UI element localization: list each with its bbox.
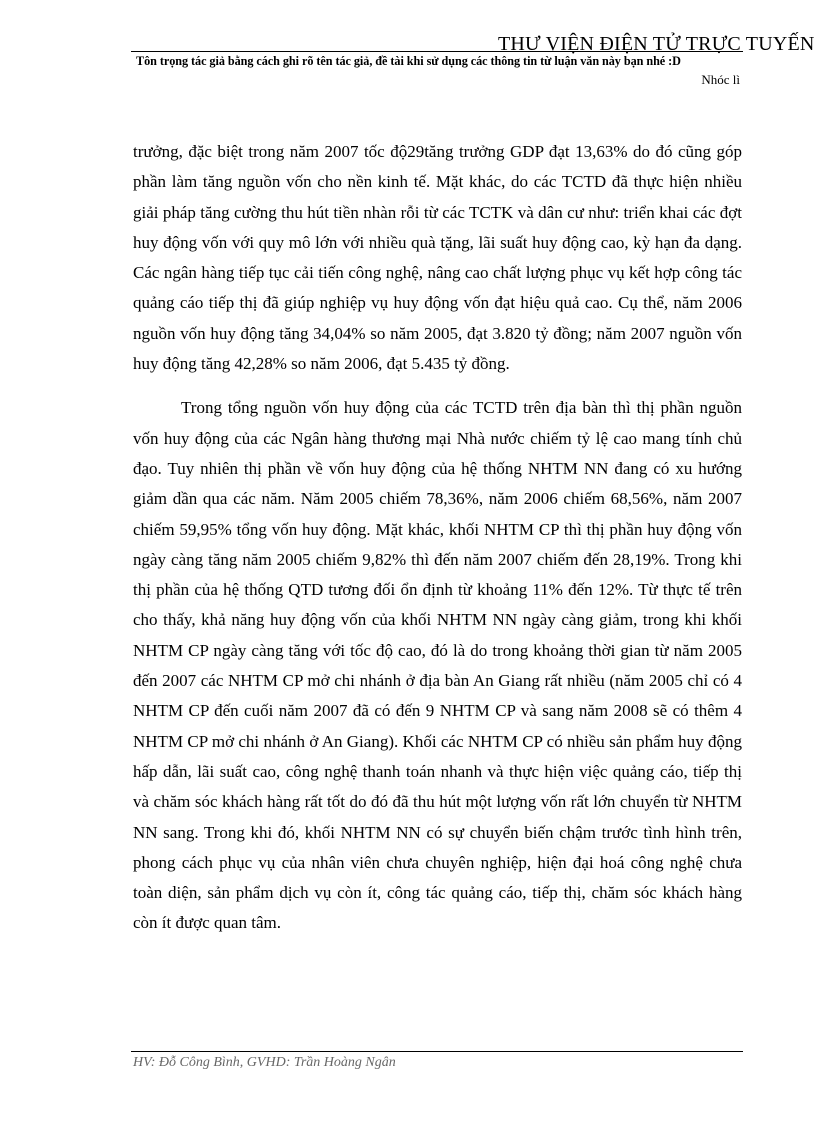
header-note: Tôn trọng tác giả bằng cách ghi rõ tên tác giả, đề tài khi sử dụng các thông tin từ luận văn này bạn nhé :D — [136, 54, 681, 68]
header-divider — [131, 51, 743, 52]
footer-note: HV: Đỗ Công Bình, GVHD: Trần Hoàng Ngân — [133, 1055, 396, 1070]
body-text — [133, 137, 742, 953]
site-title: THƯ VIỆN ĐIỆN TỬ TRỰC TUYẾN — [498, 33, 815, 55]
header-author-tag: Nhóc lì — [701, 72, 740, 87]
body-paragraph-1: trưởng, đặc biệt trong năm 2007 tốc độ29tăng trưởng GDP đạt 13,63% do đó cũng góp phần làm tăng nguồn vốn cho nền kinh tế. Mặt khác, do các TCTD đã thực hiện nhiều giải pháp tăng cường thu hút tiền nhàn rỗi từ các TCTK và dân cư như: triển khai các đợt huy động vốn với quy mô lớn với nhiều quà tặng, lãi suất huy động cao, kỳ hạn đa dạng. Các ngân hàng tiếp tục cải tiến công nghệ, nâng cao chất lượng phục vụ kết hợp công tác quảng cáo tiếp thị đã giúp nghiệp vụ huy động vốn đạt hiệu quả cao. Cụ thể, năm 2006 nguồn vốn huy động tăng 34,04% so năm 2005, đạt 3.820 tỷ đồng; năm 2007 nguồn vốn huy động tăng 42,28% so năm 2006, đạt 5.435 tỷ đồng. — [133, 142, 742, 374]
body-paragraph-2: Trong tổng nguồn vốn huy động của các TCTD trên địa bàn thì thị phần nguồn vốn huy động của các Ngân hàng thương mại Nhà nước chiếm tỷ lệ cao mang tính chủ đạo. Tuy nhiên thị phần về vốn huy động của hệ thống NHTM NN đang có xu hướng giảm dần qua các năm. Năm 2005 chiếm 78,36%, năm 2006 chiếm 68,56%, năm 2007 chiếm 59,95% tổng vốn huy động. Mặt khác, khối NHTM CP thì thị phần huy động vốn ngày càng tăng năm 2005 chiếm 9,82% thì đến năm 2007 chiếm đến 28,19%. Trong khi thị phần của hệ thống QTD tương đối ổn định từ khoảng 11% đến 12%. Từ thực tế trên cho thấy, khả năng huy động vốn của khối NHTM NN ngày càng giảm, trong khi khối NHTM CP ngày càng tăng với tốc độ cao, đó là do trong khoảng thời gian từ năm 2005 đến 2007 các NHTM CP mở chi nhánh ở địa bàn An Giang rất nhiều (năm 2005 chỉ có 4 NHTM CP đến cuối năm 2007 đã có đến 9 NHTM CP và sang năm 2008 sẽ có thêm 4 NHTM CP mở chi nhánh ở An Giang). Khối các NHTM CP có nhiều sản phẩm huy động hấp dẫn, lãi suất cao, công nghệ thanh toán nhanh và thực hiện việc quảng cáo, tiếp thị và chăm sóc khách hàng rất tốt do đó đã thu hút một lượng vốn rất lớn chuyển từ NHTM NN sang. Trong khi đó, khối NHTM NN có sự chuyển biến chậm trước tình hình trên, phong cách phục vụ của nhân viên chưa chuyên nghiệp, hiện đại hoá công nghệ chưa toàn diện, sản phẩm dịch vụ còn ít, công tác quảng cáo, tiếp thị, chăm sóc khách hàng còn ít được quan tâm. — [133, 398, 742, 933]
footer-divider — [131, 1051, 743, 1052]
